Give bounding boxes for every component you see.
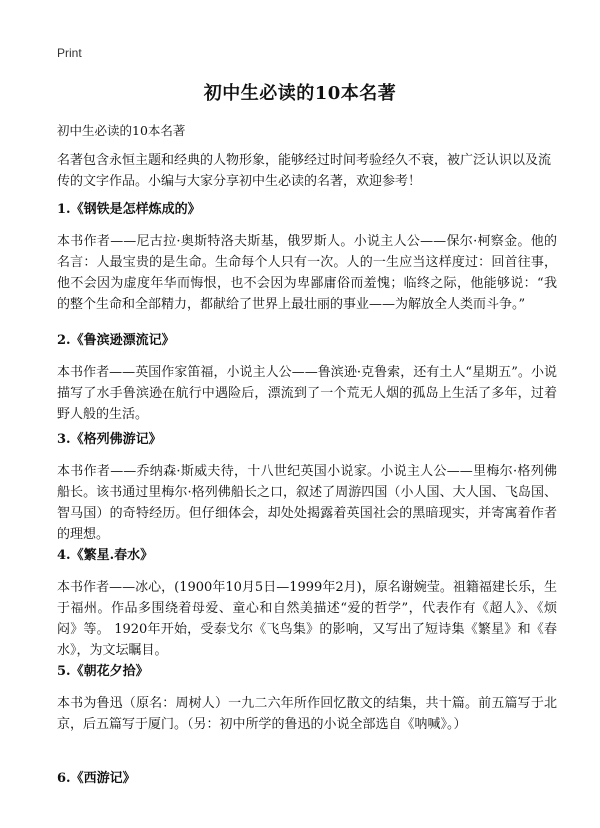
section-6 (57, 770, 557, 800)
section-5 (57, 663, 557, 735)
section-body: 本书作者——英国作家笛福，小说主人公——鲁滨逊·克鲁索，还有土人“星期五”。小说描写了水手鲁滨逊在航行中遇险后，漂流到了一个荒无人烟的孤岛上生活了多年，过着野人般的生活。 (57, 365, 557, 422)
section-heading: 6.《西游记》 (57, 771, 136, 786)
section-heading: 5.《朝花夕拾》 (57, 664, 149, 679)
page-title: 初中生必读的10本名著 (203, 83, 397, 104)
section-4 (57, 547, 557, 661)
section-body: 本书为鲁迅（原名：周树人）一九二六年所作回忆散文的结集，共十篇。前五篇写于北京，后五篇写于厦门。（另：初中所学的鲁迅的小说全部选自《呐喊》。） (57, 696, 557, 732)
section-heading: 1.《钢铁是怎样炼成的》 (57, 202, 201, 217)
intro-paragraph: 名著包含永恒主题和经典的人物形象，能够经过时间考验经久不衰，被广泛认识以及流传的文字作品。小编与大家分享初中生必读的名著，欢迎参考！ (57, 153, 552, 189)
section-2 (57, 332, 557, 425)
section-3 (57, 431, 557, 545)
section-body: 本书作者——尼古拉·奥斯特洛夫斯基，俄罗斯人。小说主人公——保尔·柯察金。他的名言：人最宝贵的是生命。生命每个人只有一次。人的一生应当这样度过：回首往事，他不会因为虚度年华而悔恨，也不会因为卑鄙庸俗而羞愧；临终之际，他能够说：“我的整个生命和全部精力，都献给了世界上最壮丽的事业——为解放全人类而斗争。” (57, 234, 557, 312)
section-body: 本书作者——冰心，(1900年10月5日—1999年2月)，原名谢婉莹。祖籍福建长乐，生于福州。作品多围绕着母爱、童心和自然美描述“爱的哲学”，代表作有《超人》、《烦闷》等。 1920年开始，受泰戈尔《飞鸟集》的影响，又写出了短诗集《繁星》和《春水》，为文坛瞩目。 (57, 580, 557, 658)
section-heading: 2.《鲁滨逊漂流记》 (57, 333, 175, 348)
document-subtitle: 初中生必读的10本名著 (57, 123, 186, 138)
section-heading: 4.《繁星.春水》 (57, 548, 154, 563)
print-link[interactable]: Print (57, 46, 82, 60)
section-body: 本书作者——乔纳森·斯威夫待，十八世纪英国小说家。小说主人公——里梅尔·格列佛船长。该书通过里梅尔·格列佛船长之口，叙述了周游四国（小人国、大人国、飞岛国、智马国）的奇特经历。但仔细体会，却处处揭露着英国社会的黑暗现实，并寄寓着作者的理想。 (57, 464, 557, 542)
section-heading: 3.《格列佛游记》 (57, 432, 162, 447)
section-1 (57, 201, 557, 315)
